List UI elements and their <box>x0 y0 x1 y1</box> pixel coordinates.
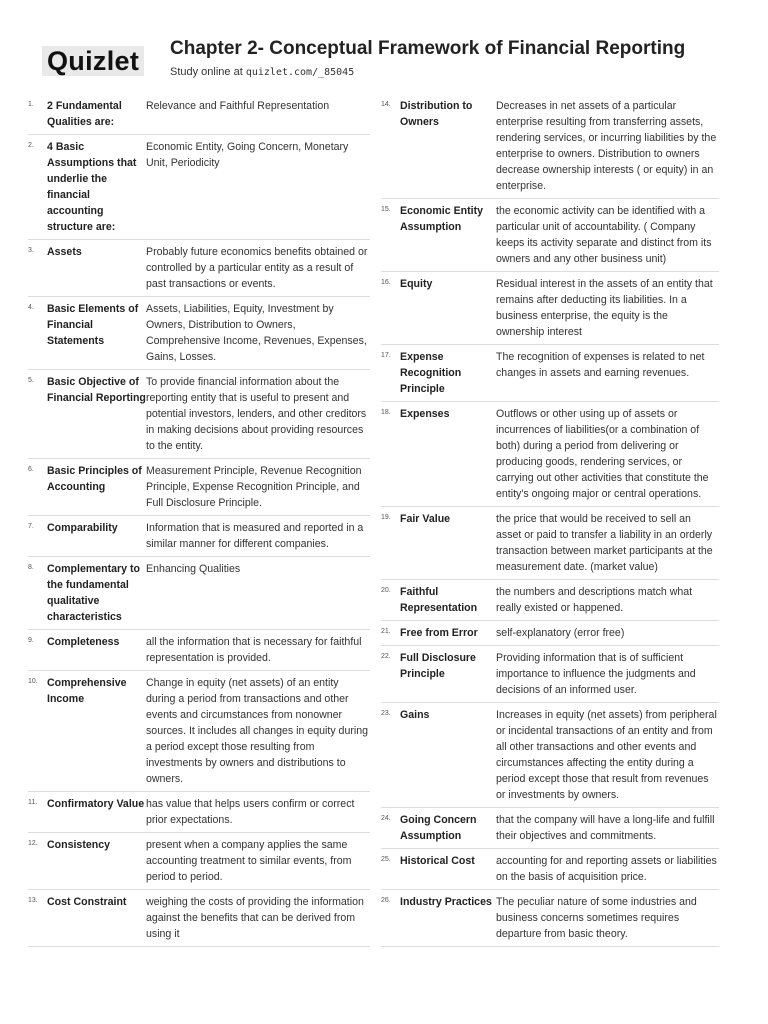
term-label: Consistency <box>47 839 110 851</box>
term-label: Gains <box>400 709 430 721</box>
term-label: Expense Recognition Principle <box>400 351 462 395</box>
term-row <box>381 345 719 402</box>
term-row <box>381 580 719 621</box>
page-title: Chapter 2- Conceptual Framework of Financial Reporting <box>170 38 686 59</box>
term-definition: present when a company applies the same accounting treatment to similar events, from period to period. <box>146 839 352 883</box>
term-number: 23. <box>381 710 391 717</box>
term-number: 13. <box>28 897 38 904</box>
term-number: 21. <box>381 628 391 635</box>
term-label: Distribution to Owners <box>400 100 473 128</box>
term-label: Cost Constraint <box>47 896 127 908</box>
term-label: Expenses <box>400 408 450 420</box>
term-definition: weighing the costs of providing the information against the benefits that can be derived from using it <box>146 896 364 940</box>
term-definition: Enhancing Qualities <box>146 563 241 575</box>
term-row <box>28 671 370 792</box>
term-row <box>381 849 719 890</box>
term-label: Industry Practices <box>400 896 492 908</box>
term-row <box>381 703 719 808</box>
term-number: 20. <box>381 587 391 594</box>
term-label: Comprehensive Income <box>47 677 127 705</box>
term-label: Faithful Representation <box>400 586 478 614</box>
term-number: 24. <box>381 815 391 822</box>
term-definition: has value that helps users confirm or correct prior expectations. <box>146 798 355 826</box>
term-row <box>381 272 719 345</box>
term-definition: accounting for and reporting assets or liabilities on the basis of acquisition price. <box>496 855 717 883</box>
term-row <box>28 240 370 297</box>
term-number: 12. <box>28 840 38 847</box>
term-row <box>381 507 719 580</box>
term-definition: Probably future economics benefits obtained or controlled by a particular entity as a result of past transactions or events. <box>146 246 368 290</box>
term-number: 7. <box>28 523 34 530</box>
term-definition: Relevance and Faithful Representation <box>146 100 330 112</box>
term-number: 8. <box>28 564 34 571</box>
term-row <box>381 199 719 272</box>
term-label: Full Disclosure Principle <box>400 652 476 680</box>
term-label: Basic Objective of Financial Reporting <box>47 376 146 404</box>
term-definition: The peculiar nature of some industries and business concerns sometimes requires departure from basic theory. <box>496 896 697 940</box>
term-label: Confirmatory Value <box>47 798 145 810</box>
term-definition: the price that would be received to sell an asset or paid to transfer a liability in an orderly transaction between market participants at the measurement date. (market value) <box>496 513 713 573</box>
term-row <box>381 890 719 947</box>
term-label: Economic Entity Assumption <box>400 205 483 233</box>
term-label: Comparability <box>47 522 118 534</box>
term-number: 14. <box>381 101 391 108</box>
term-definition: Change in equity (net assets) of an entity during a period from transactions and other events and circumstances from nonowner sources. It includes all changes in equity during a period except those resulting from investments by owners and distributions to owners. <box>146 677 369 785</box>
term-label: Equity <box>400 278 433 290</box>
term-number: 18. <box>381 409 391 416</box>
term-row <box>28 459 370 516</box>
term-row <box>28 890 370 947</box>
term-label: Complementary to the fundamental qualitative characteristics <box>47 563 141 623</box>
terms-column-left <box>28 94 370 947</box>
term-number: 25. <box>381 856 391 863</box>
quizlet-logo[interactable]: Quizlet <box>42 46 144 76</box>
term-row <box>28 557 370 630</box>
term-number: 4. <box>28 304 34 311</box>
term-label: 2 Fundamental Qualities are: <box>47 100 122 128</box>
term-definition: Residual interest in the assets of an entity that remains after deducting its liabilities. In a business enterprise, the equity is the ownership interest <box>496 278 713 338</box>
term-number: 15. <box>381 206 391 213</box>
term-definition: the numbers and descriptions match what really existed or happened. <box>496 586 693 614</box>
term-number: 6. <box>28 466 34 473</box>
term-number: 10. <box>28 678 38 685</box>
study-link[interactable]: quizlet.com/_85045 <box>245 67 355 78</box>
term-row <box>28 94 370 135</box>
term-number: 11. <box>28 799 38 806</box>
term-row <box>381 621 719 646</box>
term-row <box>28 630 370 671</box>
term-number: 5. <box>28 377 34 384</box>
term-row <box>28 370 370 459</box>
term-row <box>28 135 370 240</box>
term-number: 16. <box>381 279 391 286</box>
term-label: Fair Value <box>400 513 451 525</box>
term-number: 9. <box>28 637 34 644</box>
term-number: 1. <box>28 101 34 108</box>
term-definition: Decreases in net assets of a particular enterprise resulting from transferring assets, rendering services, or incurring liabilities by the enterprise to owners. Distribution to owners decrease ownership interests ( or equity) in an enterprise. <box>496 100 717 192</box>
term-label: 4 Basic Assumptions that underlie the financial accounting structure are: <box>47 141 137 233</box>
term-number: 19. <box>381 514 391 521</box>
term-number: 17. <box>381 352 391 359</box>
term-label: Assets <box>47 246 82 258</box>
term-label: Completeness <box>47 636 120 648</box>
term-number: 3. <box>28 247 34 254</box>
subtitle-prefix: Study online at <box>170 66 243 78</box>
term-definition: that the company will have a long-life and fulfill their objectives and commitments. <box>496 814 715 842</box>
terms-column-right <box>381 94 719 947</box>
term-row <box>381 808 719 849</box>
page-header <box>42 34 732 84</box>
term-label: Going Concern Assumption <box>400 814 477 842</box>
term-number: 2. <box>28 142 34 149</box>
term-label: Free from Error <box>400 627 478 639</box>
term-row <box>28 792 370 833</box>
term-definition: Economic Entity, Going Concern, Monetary Unit, Periodicity <box>146 141 349 169</box>
term-label: Basic Elements of Financial Statements <box>47 303 139 347</box>
term-row <box>381 646 719 703</box>
term-row <box>381 94 719 199</box>
term-row <box>28 297 370 370</box>
term-definition: Increases in equity (net assets) from peripheral or incidental transactions of an entity and from all other transactions and other events and circumstances affecting the entity during a period except those that result from revenues or investments by owners. <box>496 709 717 801</box>
term-label: Basic Principles of Accounting <box>47 465 142 493</box>
term-definition: all the information that is necessary for faithful representation is provided. <box>146 636 362 664</box>
term-number: 22. <box>381 653 391 660</box>
term-definition: self-explanatory (error free) <box>496 627 625 639</box>
term-definition: To provide financial information about the reporting entity that is useful to present and potential investors, lenders, and other creditors in making decisions about providing resources to the entity. <box>146 376 367 452</box>
term-row <box>381 402 719 507</box>
term-definition: The recognition of expenses is related to net changes in assets and earning revenues. <box>496 351 705 379</box>
term-definition: Outflows or other using up of assets or incurrences of liabilities(or a combination of both) during a period from delivering or producing goods, rendering services, or carrying out other activities that constitute the entity's ongoing major or central operations. <box>496 408 709 500</box>
term-definition: Information that is measured and reported in a similar manner for different companies. <box>146 522 364 550</box>
page-subtitle <box>170 66 354 78</box>
term-number: 26. <box>381 897 391 904</box>
term-definition: Assets, Liabilities, Equity, Investment by Owners, Distribution to Owners, Comprehensive Income, Revenues, Expenses, Gains, Losses. <box>146 303 367 363</box>
term-label: Historical Cost <box>400 855 475 867</box>
term-definition: Providing information that is of sufficient importance to influence the judgments and decisions of an informed user. <box>496 652 696 696</box>
term-definition: Measurement Principle, Revenue Recognition Principle, Expense Recognition Principle, and Full Disclosure Principle. <box>146 465 362 509</box>
term-row <box>28 833 370 890</box>
term-row <box>28 516 370 557</box>
term-definition: the economic activity can be identified with a particular unit of accountability. ( Company keeps its activity separate and distinct from its owners and any other business unit) <box>496 205 712 265</box>
